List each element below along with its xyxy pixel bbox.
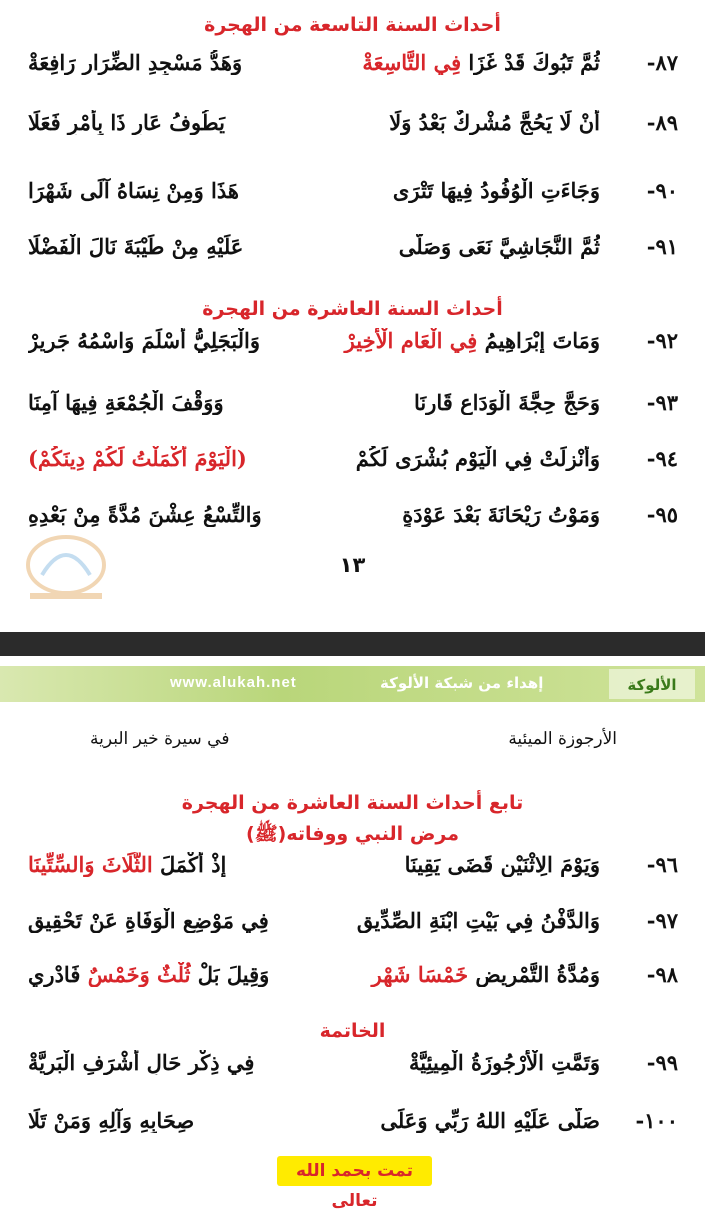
running-header-subtitle: في سيرة خير البرية	[90, 729, 230, 749]
page-number: ١٣	[339, 553, 366, 577]
verse-second-hemistich-quran: (الْيَوْمَ أَكْمَلْتُ لَكُمْ دِينَكُمْ)	[28, 446, 247, 471]
verse-first-hemistich: وَالدَّفْنُ فِي بَيْتِ ابْنَةِ الصِّدِّيقِ	[356, 908, 600, 933]
verse-first-hemistich: ثُمَّ النَّجَاشِيَّ نَعَى وَصَلَّى	[398, 234, 600, 259]
verse-94	[28, 440, 678, 480]
verse-second-hemistich: هَذَا وَمِنْ نِسَاهُ آلَى شَهْرَا	[28, 178, 239, 203]
verse-second-hemistich: يَطُوفُ عَارٍ ذَا بِأَمْرٍ فَعَلَا	[28, 110, 225, 135]
verse-number: ٩٧-	[646, 908, 678, 933]
verse-second-hemistich: وَقِيلَ بَلْ ثُلْثٌ وَخَمْسٌ فَادْرِي	[28, 962, 270, 987]
verse-number: ٨٩-	[646, 110, 678, 135]
verse-number: ١٠٠-	[635, 1108, 678, 1133]
verse-number: ٩٣-	[646, 390, 678, 415]
verse-first-hemistich: وَمَوْتُ رَيْحَانَةَ بَعْدَ عَوْدَةٍ	[402, 502, 600, 527]
verse-second-hemistich: وَوَقْفَ الْجُمْعَةِ فِيهَا آمِنَا	[28, 390, 224, 415]
page-separator	[0, 632, 705, 656]
section-subtitle-prophet-illness: مرض النبي ووفاته(ﷺ)	[246, 823, 459, 845]
verse-first-hemistich: وَيَوْمَ الِاثْنَيْنِ قَضَى يَقِينَا	[404, 852, 600, 877]
verse-number: ٩٨-	[646, 962, 678, 987]
verse-second-hemistich: صِحَابِهِ وَآلِهِ وَمَنْ تَلَا	[28, 1108, 195, 1133]
banner-url: www.alukah.net	[170, 674, 297, 691]
section-title-tenth-year: أحداث السنة العاشرة من الهجرة	[202, 298, 503, 320]
verse-98	[28, 956, 678, 996]
verse-second-hemistich: وَهَدُّ مَسْجِدِ الضِّرَارِ رَافِعَةْ	[28, 50, 243, 75]
section-title-tenth-year-continued: تابع أحداث السنة العاشرة من الهجرة	[181, 792, 524, 814]
verse-number: ٩١-	[646, 234, 678, 259]
verse-first-hemistich: وَحَجَّ حِجَّةَ الْوَدَاعِ قَارِنَا	[413, 390, 600, 415]
verse-second-hemistich: فِي ذِكْرِ حَالِ أَشْرَفِ الْبَرِيَّةْ	[28, 1050, 255, 1075]
verse-number: ٨٧-	[646, 50, 678, 75]
verse-93	[28, 384, 678, 424]
verse-92	[28, 322, 678, 362]
verse-number: ٩٠-	[646, 178, 678, 203]
verse-87	[28, 44, 678, 84]
verse-95	[28, 496, 678, 536]
verse-96	[28, 846, 678, 886]
verse-number: ٩٦-	[646, 852, 678, 877]
verse-first-hemistich: أَنْ لَا يَحُجَّ مُشْرِكٌ بَعْدُ وَلَا	[389, 110, 600, 135]
alukah-logo	[609, 669, 695, 699]
verse-first-hemistich: صَلَّى عَلَيْهِ اللهُ رَبِّي وَعَلَى	[380, 1108, 600, 1133]
verse-second-hemistich: عَلَيْهِ مِنْ طَيْبَةَ نَالَ الْفَضْلَا	[28, 234, 244, 259]
verse-99	[28, 1044, 678, 1084]
verse-97	[28, 902, 678, 942]
banner-dedication: إهداء من شبكة الألوكة	[380, 674, 544, 692]
verse-89	[28, 104, 678, 144]
logo-text: الألوكة	[627, 676, 677, 694]
section-title-conclusion: الخاتمة	[319, 1020, 386, 1042]
verse-second-hemistich: فِي مَوْضِعِ الْوَفَاةِ عَنْ تَحْقِيقِ	[28, 908, 269, 933]
verse-second-hemistich: وَالتِّسْعُ عِشْنَ مُدَّةً مِنْ بَعْدِهِ	[28, 502, 262, 527]
verse-91	[28, 228, 678, 268]
verse-number: ٩٩-	[646, 1050, 678, 1075]
closing-phrase: تمت بحمد الله تعالى	[277, 1156, 432, 1186]
verse-number: ٩٤-	[646, 446, 678, 471]
bottom-page	[0, 656, 705, 1200]
alukah-banner	[0, 666, 705, 702]
section-title-ninth-year: أحداث السنة التاسعة من الهجرة	[204, 14, 501, 36]
verse-first-hemistich: وَمُدَّةُ التَّمْرِيضِ خَمْسَا شَهْرِ	[371, 962, 600, 987]
verse-first-hemistich: ثُمَّ تَبُوكَ قَدْ غَزَا فِي التَّاسِعَةْ	[362, 50, 600, 75]
verse-second-hemistich: وَالْبَجَلِيُّ أَسْلَمَ وَاسْمُهُ جَرِيرْ	[28, 328, 260, 353]
verse-second-hemistich: إِذْ أَكْمَلَ الثَّلَاثَ وَالسِّتِّينَا	[28, 852, 227, 877]
verse-first-hemistich: وَمَاتَ إِبْرَاهِيمُ فِي الْعَامِ الْأَخِيرْ	[344, 328, 600, 353]
verse-first-hemistich: وَجَاءَتِ الْوُفُودُ فِيهَا تَتْرَى	[392, 178, 600, 203]
verse-100	[28, 1102, 678, 1142]
verse-number: ٩٥-	[646, 502, 678, 527]
verse-number: ٩٢-	[646, 328, 678, 353]
verse-first-hemistich: وَتَمَّتِ الْأُرْجُوزَةُ الْمِيئِيَّةْ	[409, 1050, 600, 1075]
verse-first-hemistich: وَأُنْزِلَتْ فِي الْيَوْمِ بُشْرَى لَكُمْ	[355, 446, 600, 471]
verse-90	[28, 172, 678, 212]
running-header-title: الأرجوزة الميئية	[508, 729, 617, 749]
